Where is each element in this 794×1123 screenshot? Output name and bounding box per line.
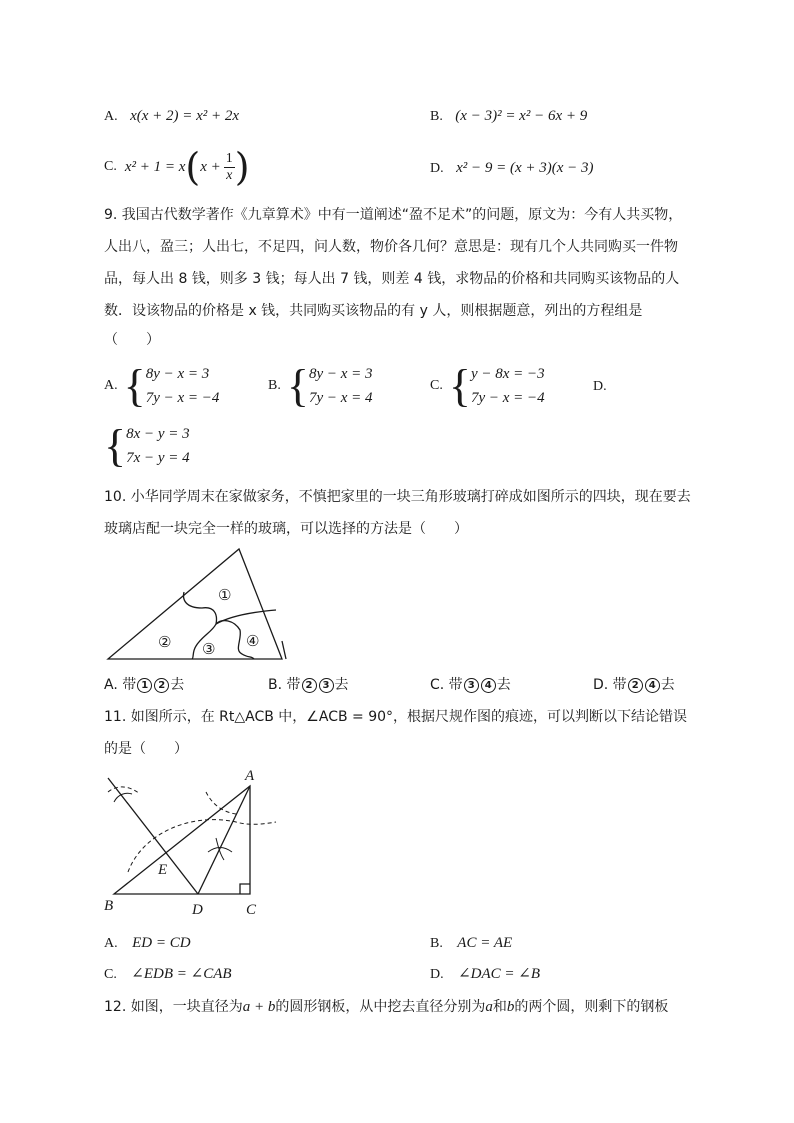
- piece-number: 4: [645, 678, 660, 693]
- segment-ad: [198, 786, 250, 894]
- equation-system: [309, 362, 373, 410]
- piece-label-2: ②: [158, 633, 172, 651]
- piece-label-3: ③: [202, 640, 216, 658]
- q12-text: 的两个圆，则剩下的钢板: [514, 999, 669, 1015]
- q9-answer-blank: （ ）: [104, 332, 160, 348]
- fraction-denominator: x: [226, 167, 233, 183]
- crack-line-4: [282, 641, 286, 659]
- option-label: B. 带: [268, 677, 301, 693]
- option-label: B.: [430, 109, 443, 124]
- right-angle-mark: [240, 884, 250, 894]
- equation-system: [471, 362, 545, 410]
- piece-number: 2: [628, 678, 643, 693]
- q11-option-a[interactable]: [104, 933, 191, 954]
- construction-arc-large: [128, 820, 276, 872]
- piece-label-1: ①: [218, 586, 232, 604]
- option-expression: ∠DAC = ∠B: [458, 966, 540, 982]
- equation-1: 8y − x = 3: [308, 366, 373, 382]
- q12-math: b: [506, 999, 515, 1015]
- q9-text-line-2: 人出八，盈三；人出七，不足四，问人数，物价各几何？意思是：现有几个人共同购买一件物: [104, 239, 678, 255]
- piece-number: 4: [481, 678, 496, 693]
- equation-system: [126, 422, 190, 470]
- option-expression: ∠EDB = ∠CAB: [131, 966, 232, 982]
- option-expression: AC = AE: [457, 935, 513, 951]
- piece-number: 3: [464, 678, 479, 693]
- option-label: A.: [104, 936, 118, 951]
- brace-icon: {: [104, 420, 127, 471]
- compass-construction-figure: [100, 764, 290, 920]
- option-suffix: 去: [170, 677, 185, 693]
- right-paren: ): [234, 145, 250, 189]
- q10-option-b[interactable]: [268, 674, 349, 694]
- brace-icon: {: [123, 360, 146, 411]
- option-expression-inner: x +: [200, 159, 221, 175]
- equation-1: 8x − y = 3: [126, 426, 190, 442]
- equation-1: 8y − x = 3: [145, 366, 210, 382]
- construction-arc-small: [206, 792, 236, 814]
- point-label-e: E: [158, 862, 168, 878]
- broken-glass-figure: [106, 546, 290, 664]
- option-label: C.: [104, 967, 117, 982]
- q9-option-a[interactable]: [104, 362, 219, 410]
- option-expression: x² + 1 = x: [124, 159, 186, 175]
- option-label: D. 带: [593, 677, 627, 693]
- left-paren: (: [185, 145, 201, 189]
- q9-option-d-label[interactable]: D.: [593, 379, 607, 394]
- equation-system: [146, 362, 220, 410]
- equation-2: 7y − x = −4: [145, 390, 220, 406]
- q8-option-c[interactable]: [104, 145, 250, 189]
- piece-number: 3: [319, 678, 334, 693]
- q10-option-d[interactable]: [593, 674, 675, 694]
- q8-option-b[interactable]: [430, 106, 587, 127]
- option-label: C.: [430, 378, 443, 393]
- option-suffix: 去: [334, 677, 349, 693]
- triangle-abc: [114, 786, 250, 894]
- option-label: A.: [104, 109, 118, 124]
- brace-icon: {: [448, 360, 471, 411]
- q11-option-d[interactable]: [430, 964, 540, 985]
- point-label-a: A: [245, 768, 255, 784]
- equation-1: y − 8x = −3: [470, 366, 545, 382]
- equation-2: 7y − x = 4: [308, 390, 373, 406]
- option-label: D.: [430, 967, 444, 982]
- piece-label-4: ④: [246, 632, 260, 650]
- option-label: C. 带: [430, 677, 463, 693]
- q9-option-b[interactable]: [268, 362, 373, 410]
- point-label-d: D: [192, 902, 203, 918]
- option-label: A. 带: [104, 677, 137, 693]
- q10-text-line-2: 玻璃店配一块完全一样的玻璃，可以选择的方法是（ ）: [104, 521, 468, 537]
- option-label: B.: [430, 936, 443, 951]
- option-label: B.: [268, 378, 281, 393]
- option-suffix: 去: [660, 677, 675, 693]
- q9-text-line-4: 数．设该物品的价格是 x 钱，共同购买该物品的有 y 人，则根据题意，列出的方程组是: [104, 303, 643, 319]
- bisector-line: [108, 778, 198, 894]
- option-expression: x² − 9 = (x + 3)(x − 3): [456, 160, 594, 176]
- q9-text-line-3: 品，每人出 8 钱，则多 3 钱；每人出 7 钱，则差 4 钱，求物品的价格和共同购买该物品的人: [104, 271, 680, 287]
- q11-option-b[interactable]: [430, 933, 512, 954]
- q10-option-c[interactable]: [430, 674, 511, 694]
- fraction: [224, 151, 235, 184]
- option-label: D.: [430, 161, 444, 176]
- q11-text-line-2: 的是（ ）: [104, 741, 188, 757]
- piece-number: 2: [302, 678, 317, 693]
- fraction-numerator: 1: [225, 150, 233, 166]
- q12-text: 的圆形钢板，从中挖去直径分别为: [275, 999, 486, 1015]
- q9-option-c[interactable]: [430, 362, 545, 410]
- q8-option-a[interactable]: [104, 106, 239, 127]
- q12-math: a: [485, 999, 493, 1015]
- q12-text: 和: [492, 999, 507, 1015]
- option-expression: ED = CD: [132, 935, 191, 951]
- q11-text-line-1: 11. 如图所示，在 Rt△ACB 中，∠ACB = 90°，根据尺规作图的痕迹，可以判断以下结论错误: [104, 709, 688, 725]
- option-label: A.: [104, 378, 118, 393]
- point-label-b: B: [104, 898, 114, 914]
- q12-math: a + b: [242, 999, 276, 1015]
- piece-number: 1: [137, 678, 152, 693]
- construction-arc-top: [108, 787, 140, 794]
- point-label-c: C: [246, 902, 257, 918]
- q9-option-d[interactable]: [104, 422, 190, 470]
- option-label: C.: [104, 159, 117, 174]
- q12-text-line-1: [104, 996, 668, 1016]
- q12-text: 12. 如图，一块直径为: [104, 999, 243, 1015]
- q9-text-line-1: 9. 我国古代数学著作《九章算术》中有一道阐述“盈不足术”的问题，原文为：今有人共买物，: [104, 207, 683, 223]
- option-expression: (x − 3)² = x² − 6x + 9: [455, 108, 588, 124]
- option-suffix: 去: [496, 677, 511, 693]
- equation-2: 7y − x = −4: [470, 390, 545, 406]
- q10-option-a[interactable]: [104, 674, 184, 694]
- option-expression: x(x + 2) = x² + 2x: [130, 108, 240, 124]
- equation-2: 7x − y = 4: [126, 450, 190, 466]
- piece-number: 2: [154, 678, 169, 693]
- brace-icon: {: [286, 360, 309, 411]
- q11-option-c[interactable]: [104, 964, 232, 985]
- q8-option-d[interactable]: [430, 158, 594, 179]
- q10-text-line-1: 10. 小华同学周末在家做家务，不慎把家里的一块三角形玻璃打碎成如图所示的四块，现在要去: [104, 489, 691, 505]
